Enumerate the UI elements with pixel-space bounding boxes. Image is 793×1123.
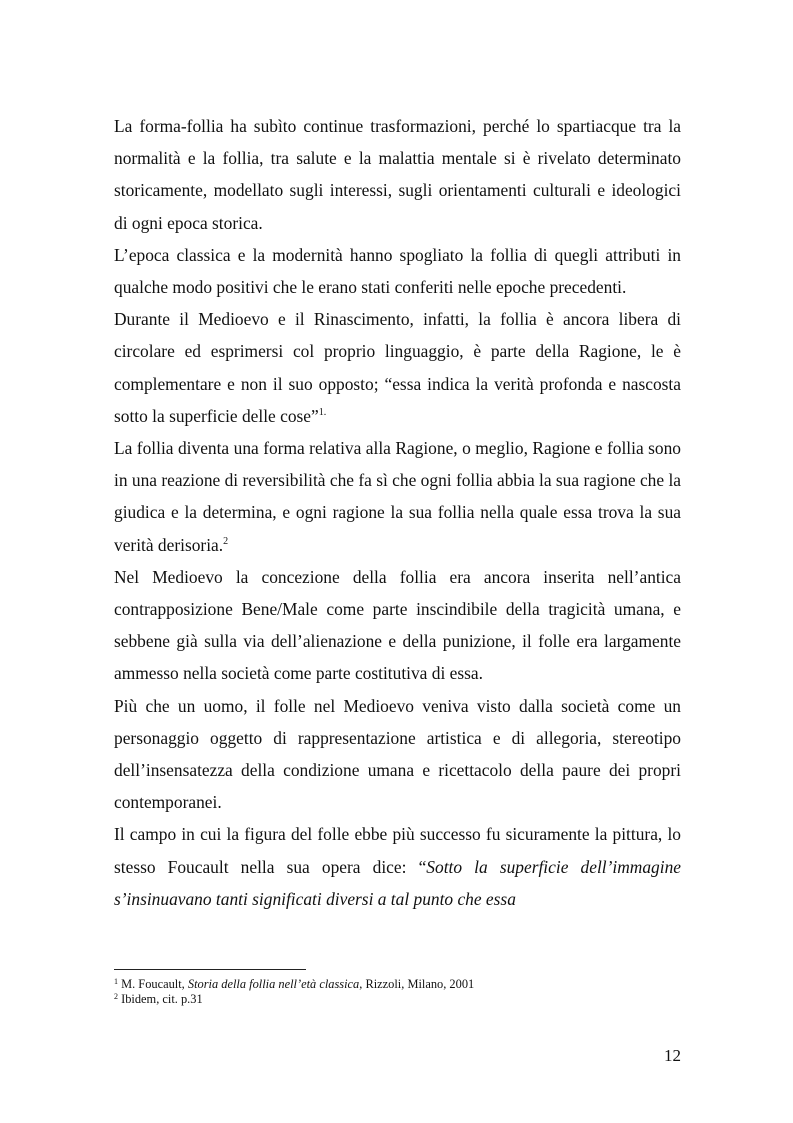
paragraph-7 — [114, 818, 681, 915]
paragraph-4-text: La follia diventa una forma relativa alla Ragione, o meglio, Ragione e follia sono in una reazione di reversibilità che fa sì che ogni follia abbia la sua ragione che la giudica e la determina, e ogni ragione la sua follia nella quale essa trova la sua verità derisoria. — [114, 438, 681, 555]
paragraph-3 — [114, 303, 681, 432]
paragraph-1: La forma-follia ha subìto continue trasformazioni, perché lo spartiacque tra la normalità e la follia, tra salute e la malattia mentale si è rivelato determinato storicamente, modellato sugli interessi, sugli orientamenti culturali e ideologici di ogni epoca storica. — [114, 116, 681, 233]
footnote-ref-1: 1. — [318, 406, 327, 418]
footnote-1 — [114, 977, 681, 992]
footnote-ref-2: 2 — [223, 535, 229, 547]
footnote-1-mark: 1 — [114, 977, 118, 986]
footnote-1-title: Storia della follia nell’età classica — [187, 977, 360, 991]
footnotes — [114, 977, 681, 1007]
footnote-1-after: , Rizzoli, Milano, 2001 — [359, 977, 475, 991]
page-number: 12 — [664, 1046, 681, 1065]
footnote-2-text: Ibidem, cit. p.31 — [118, 992, 203, 1006]
paragraph-3-text: Durante il Medioevo e il Rinascimento, infatti, la follia è ancora libera di circolare ed esprimersi col proprio linguaggio, è parte della Ragione, le è complementare e non il suo opposto; “essa indica la verità profonda e nascosta sotto la superficie delle cose” — [114, 309, 681, 426]
paragraph-5: Nel Medioevo la concezione della follia era ancora inserita nell’antica contrapposizione Bene/Male come parte inscindibile della tragicità umana, e sebbene già sulla via dell’alienazione e della punizione, il folle era largamente ammesso nella società come parte costitutiva di essa. — [114, 566, 681, 684]
footnote-2 — [114, 992, 681, 1007]
paragraph-4 — [114, 432, 681, 561]
footnote-2-mark: 2 — [114, 992, 118, 1001]
paragraph-7-text: Il campo in cui la figura del folle ebbe più successo fu sicuramente la pittura, lo stesso Foucault nella sua opera dice: “ — [114, 824, 681, 877]
paragraph-6: Più che un uomo, il folle nel Medioevo veniva visto dalla società come un personaggio oggetto di rappresentazione artistica e di allegoria, stereotipo dell’insensatezza della condizione umana e ricettacolo della paure dei propri contemporanei. — [114, 695, 681, 813]
footnote-separator — [114, 969, 306, 970]
footnote-1-before: M. Foucault, — [118, 977, 188, 991]
body-text — [114, 110, 681, 915]
paragraph-7-quote: Sotto la superficie dell’immagine s’insinuavano tanti significati diversi a tal punto che essa — [114, 856, 681, 909]
paragraph-2: L’epoca classica e la modernità hanno spogliato la follia di quegli attributi in qualche modo positivi che le erano stati conferiti nelle epoche precedenti. — [114, 244, 681, 298]
